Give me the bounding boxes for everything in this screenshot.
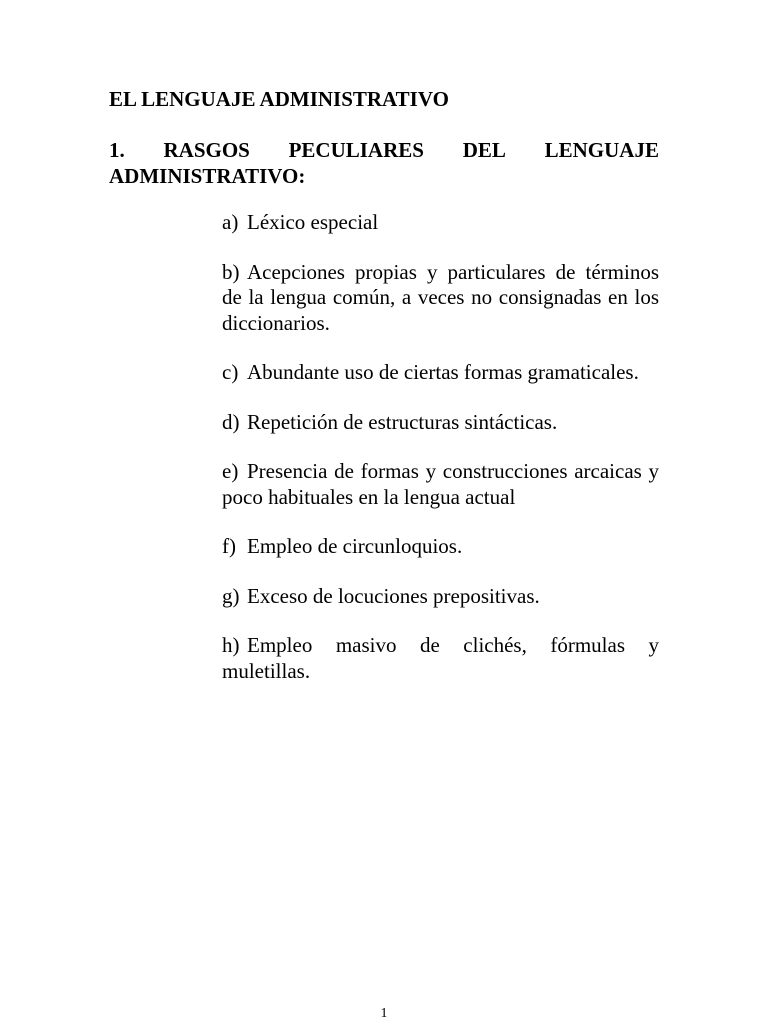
list-item-text: Exceso de locuciones prepositivas.: [247, 583, 540, 608]
section-heading: [109, 137, 659, 189]
section-number: 1.: [109, 138, 125, 162]
list-item-marker: h): [222, 633, 240, 657]
list-item-marker: b): [222, 259, 240, 284]
list-item-marker: g): [222, 583, 240, 608]
list-item: [222, 210, 659, 236]
list-item-text: Empleo masivo de clichés, fórmulas y muletillas.: [222, 633, 659, 683]
list-item: [222, 584, 659, 610]
list-item: [222, 360, 659, 386]
features-list: [222, 210, 659, 708]
document-title: EL LENGUAJE ADMINISTRATIVO: [109, 87, 449, 111]
list-item: [222, 633, 659, 684]
section-heading-word: PECULIARES: [288, 138, 424, 162]
list-item-marker: c): [222, 360, 239, 384]
list-item: [222, 410, 659, 436]
list-item-marker: a): [222, 210, 239, 234]
list-item: [222, 260, 659, 337]
section-heading-word: DEL: [462, 138, 506, 162]
list-item-text: Acepciones propias y particulares de términos de la lengua común, a veces no consignadas en los diccionarios.: [222, 259, 659, 335]
section-heading-line-1: [109, 137, 659, 163]
list-item: [222, 459, 659, 510]
list-item-text: Empleo de circunloquios.: [247, 534, 463, 558]
list-item: [222, 534, 659, 560]
list-item-text: Abundante uso de ciertas formas gramaticales.: [247, 360, 639, 384]
list-item-marker: d): [222, 409, 240, 434]
section-heading-word: LENGUAJE: [544, 138, 659, 162]
list-item-text: Repetición de estructuras sintácticas.: [247, 409, 558, 434]
list-item-text: Presencia de formas y construcciones arcaicas y poco habituales en la lengua actual: [222, 459, 659, 509]
section-heading-line-2: ADMINISTRATIVO:: [109, 164, 306, 188]
list-item-marker: f): [222, 534, 236, 558]
list-item-marker: e): [222, 459, 239, 483]
list-item-text: Léxico especial: [247, 210, 379, 234]
section-heading-word: RASGOS: [163, 138, 250, 162]
page-number: 1: [380, 1006, 388, 1021]
